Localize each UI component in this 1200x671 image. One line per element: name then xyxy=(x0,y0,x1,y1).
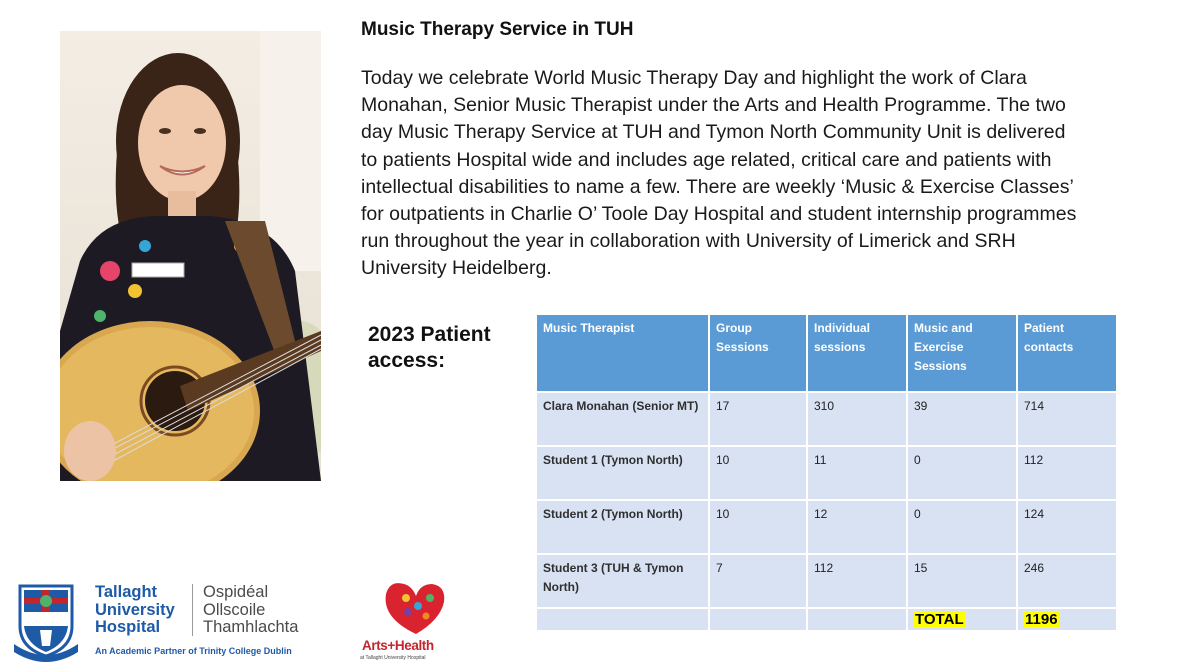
table-cell: 714 xyxy=(1017,392,1117,446)
table-cell: 10 xyxy=(709,446,807,500)
table-row xyxy=(536,392,1117,446)
therapist-name-cell: Student 1 (Tymon North) xyxy=(536,446,709,500)
table-cell-empty xyxy=(536,608,709,631)
header-cell: Music and Exercise Sessions xyxy=(907,314,1017,392)
therapist-name-cell: Student 2 (Tymon North) xyxy=(536,500,709,554)
table-row xyxy=(536,446,1117,500)
header-cell: Individual sessions xyxy=(807,314,907,392)
page-title: Music Therapy Service in TUH xyxy=(361,19,634,40)
table-cell: 39 xyxy=(907,392,1017,446)
therapist-name-cell: Student 3 (TUH & Tymon North) xyxy=(536,554,709,608)
access-label-line: 2023 Patient xyxy=(368,323,491,346)
table-cell-empty xyxy=(709,608,807,631)
table-cell: 11 xyxy=(807,446,907,500)
arts-health-logo xyxy=(358,578,462,664)
logo-text: University xyxy=(95,600,175,619)
total-label: TOTAL xyxy=(915,611,964,628)
logo-text: Ospidéal xyxy=(203,583,269,601)
logo-text: Ollscoile xyxy=(203,600,266,619)
therapist-name-cell: Clara Monahan (Senior MT) xyxy=(536,392,709,446)
table-cell-empty xyxy=(807,608,907,631)
academic-partner-text: An Academic Partner of Trinity College Dublin xyxy=(95,646,292,656)
patient-access-label xyxy=(368,322,518,374)
patient-access-table xyxy=(535,313,1118,632)
heart-palette-icon xyxy=(358,578,462,638)
tuh-logo xyxy=(12,582,302,662)
table-cell: 124 xyxy=(1017,500,1117,554)
logo-divider xyxy=(192,584,193,636)
logo-text: Thamhlachta xyxy=(203,618,299,636)
table-cell: 0 xyxy=(907,500,1017,554)
header-cell: Patient contacts xyxy=(1017,314,1117,392)
description-paragraph: Today we celebrate World Music Therapy Day and highlight the work of Clara Monahan, Senior Music Therapist under the Arts and Health Programme. The two day Music Therapy Service at TUH and Tymon North Community Unit is delivered to patients Hospital wide and includes age related, critical care and patients with intellectual disabilities to name a few. There are weekly ‘Music & Exercise Classes’ for outpatients in Charlie O’ Toole Day Hospital and student internship programmes run throughout the year in collaboration with University of Limerick and SRH University Heidelberg. xyxy=(361,67,1077,280)
hospital-crest-icon xyxy=(12,582,80,662)
tuh-name-english xyxy=(95,584,175,637)
table-cell: 112 xyxy=(807,554,907,608)
table-cell: 7 xyxy=(709,554,807,608)
table-cell: 12 xyxy=(807,500,907,554)
table-cell: 112 xyxy=(1017,446,1117,500)
table-cell: 17 xyxy=(709,392,807,446)
therapist-photo xyxy=(60,31,321,481)
total-value-cell xyxy=(1017,608,1117,631)
table-row xyxy=(536,500,1117,554)
header-cell: Music Therapist xyxy=(536,314,709,392)
arts-health-subtitle: at Tallaght University Hospital xyxy=(360,655,426,661)
header-cell: Group Sessions xyxy=(709,314,807,392)
table-cell: 10 xyxy=(709,500,807,554)
total-label-cell xyxy=(907,608,1017,631)
table-total-row xyxy=(536,608,1117,631)
table-cell: 0 xyxy=(907,446,1017,500)
table-row xyxy=(536,554,1117,608)
table-cell: 15 xyxy=(907,554,1017,608)
table-cell: 246 xyxy=(1017,554,1117,608)
table-cell: 310 xyxy=(807,392,907,446)
total-value: 1196 xyxy=(1025,611,1058,628)
arts-health-title: Arts+Health xyxy=(362,638,434,653)
logo-text: Tallaght xyxy=(95,583,158,601)
logo-text: Hospital xyxy=(95,618,161,636)
table-header-row xyxy=(536,314,1117,392)
access-label-line: access: xyxy=(368,349,446,372)
tuh-name-irish xyxy=(203,584,298,637)
